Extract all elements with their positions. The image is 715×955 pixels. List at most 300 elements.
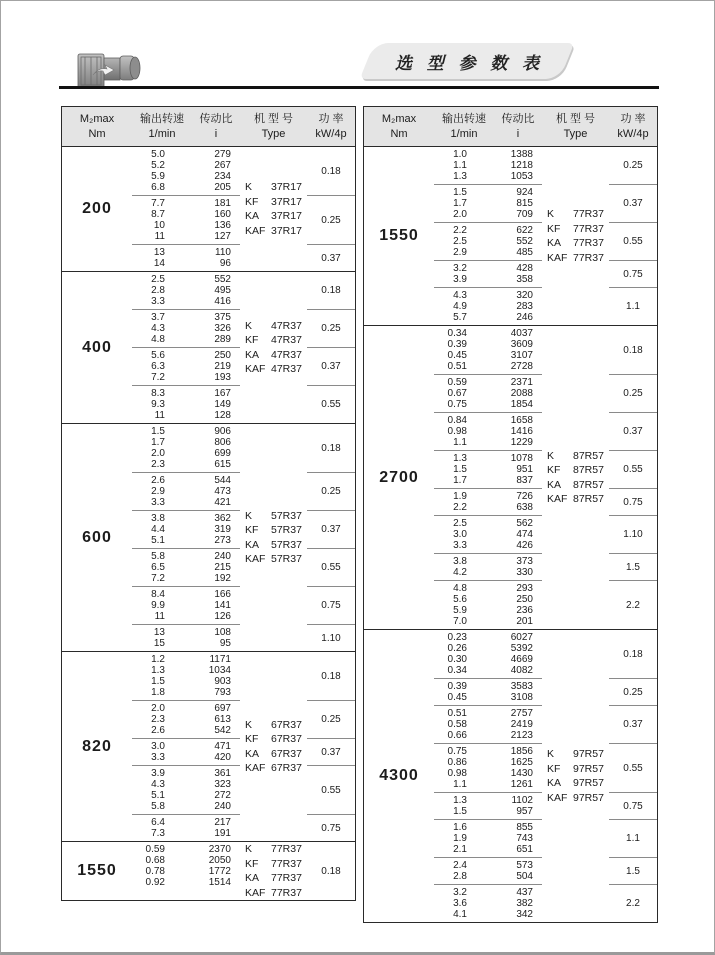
ratio-list bbox=[494, 746, 542, 790]
speed-value: 5.9 bbox=[151, 171, 165, 182]
ratio-list bbox=[494, 795, 542, 817]
ratio-value: 1430 bbox=[510, 768, 533, 779]
speed-list bbox=[434, 415, 494, 448]
ratio-list bbox=[192, 149, 240, 193]
header-label: M₂max bbox=[381, 113, 417, 125]
header-col-4 bbox=[307, 112, 355, 142]
ratio-value: 1218 bbox=[510, 160, 533, 171]
ratio-list bbox=[192, 844, 240, 898]
ratio-value: 149 bbox=[214, 399, 231, 410]
speed-list bbox=[132, 274, 192, 307]
ratio-value: 240 bbox=[214, 801, 231, 812]
ratio-list bbox=[494, 583, 542, 627]
speed-value: 0.39 bbox=[447, 339, 467, 350]
type-model: 77R37 bbox=[271, 872, 302, 884]
speed-ratio-group bbox=[434, 793, 542, 820]
type-designation bbox=[245, 552, 307, 567]
header-unit: kW/4p bbox=[617, 128, 649, 140]
type-designation bbox=[547, 478, 609, 493]
type-model: 77R37 bbox=[573, 237, 604, 249]
m2max-value: 820 bbox=[82, 737, 112, 755]
speed-list bbox=[434, 453, 494, 486]
speed-ratio-group bbox=[434, 858, 542, 885]
speed-value: 13 bbox=[153, 247, 165, 258]
speed-value: 0.78 bbox=[145, 866, 165, 877]
power-value: 1.1 bbox=[609, 820, 657, 858]
header-col-3 bbox=[240, 112, 307, 142]
speed-ratio-group bbox=[132, 386, 240, 423]
ratio-value: 471 bbox=[214, 741, 231, 752]
type-designation bbox=[547, 449, 609, 464]
speed-value: 2.3 bbox=[151, 714, 165, 725]
speed-value: 2.0 bbox=[453, 209, 467, 220]
ratio-list bbox=[192, 768, 240, 812]
header-unit: i bbox=[214, 128, 218, 140]
speed-list bbox=[434, 263, 494, 285]
speed-value: 4.2 bbox=[453, 567, 467, 578]
type-model: 77R37 bbox=[271, 857, 302, 870]
power-value: 0.55 bbox=[609, 451, 657, 489]
type-model: 37R17 bbox=[271, 195, 302, 208]
power-value: 0.25 bbox=[307, 473, 355, 511]
type-list bbox=[240, 652, 307, 841]
type-prefix: KA bbox=[245, 747, 260, 760]
speed-value: 1.2 bbox=[151, 654, 165, 665]
speed-value: 5.8 bbox=[151, 801, 165, 812]
type-model: 47R37 bbox=[271, 363, 302, 375]
ratio-list bbox=[494, 187, 542, 220]
ratio-value: 426 bbox=[516, 540, 533, 551]
type-prefix: KF bbox=[245, 857, 259, 870]
speed-value: 15 bbox=[153, 638, 165, 649]
speed-value: 1.3 bbox=[453, 453, 467, 464]
ratio-list bbox=[192, 426, 240, 470]
header-label: M₂max bbox=[79, 113, 115, 125]
ratio-list bbox=[192, 741, 240, 763]
header-unit: Type bbox=[563, 128, 588, 140]
type-prefix: KF bbox=[245, 733, 259, 745]
ratio-list bbox=[494, 887, 542, 920]
header-col-0 bbox=[364, 112, 434, 142]
speed-ratio-group bbox=[434, 581, 542, 629]
header-unit: Nm bbox=[390, 128, 408, 140]
power-value: 1.5 bbox=[609, 554, 657, 581]
ratio-value: 273 bbox=[214, 535, 231, 546]
ratio-value: 437 bbox=[516, 887, 533, 898]
speed-value: 4.3 bbox=[151, 779, 165, 790]
speed-value: 4.4 bbox=[151, 524, 165, 535]
speed-value: 1.9 bbox=[453, 491, 467, 502]
ratio-list bbox=[494, 556, 542, 578]
ratio-value: 906 bbox=[214, 426, 231, 437]
type-model: 87R57 bbox=[573, 464, 604, 476]
speed-value: 3.9 bbox=[151, 768, 165, 779]
header-unit: i bbox=[516, 128, 520, 140]
ratio-value: 2371 bbox=[510, 377, 533, 388]
type-model: 57R37 bbox=[271, 553, 302, 565]
type-designation bbox=[245, 842, 307, 857]
speed-value: 0.30 bbox=[447, 654, 467, 665]
speed-value: 0.23 bbox=[447, 632, 467, 643]
speed-value: 4.3 bbox=[453, 290, 467, 301]
speed-value: 3.0 bbox=[151, 741, 165, 752]
type-prefix: KA bbox=[245, 538, 260, 551]
type-prefix: KAF bbox=[547, 791, 568, 804]
ratio-value: 2757 bbox=[510, 708, 533, 719]
ratio-value: 127 bbox=[214, 231, 231, 242]
type-prefix: KA bbox=[547, 478, 562, 491]
speed-list bbox=[132, 513, 192, 546]
type-designation bbox=[245, 732, 307, 747]
speed-list bbox=[132, 703, 192, 736]
ratio-value: 128 bbox=[214, 410, 231, 421]
header-unit: 1/min bbox=[450, 128, 478, 140]
type-prefix: K bbox=[245, 718, 253, 731]
speed-list bbox=[434, 377, 494, 410]
m2max-value: 4300 bbox=[379, 767, 419, 784]
header-label: 输出转速 bbox=[442, 113, 486, 125]
page-title: 选 型 参 数 表 bbox=[395, 53, 544, 73]
speed-value: 11 bbox=[154, 611, 165, 622]
ratio-value: 1856 bbox=[510, 746, 533, 757]
ratio-value: 837 bbox=[516, 475, 533, 486]
ratio-value: 1229 bbox=[510, 437, 533, 448]
m2max-value: 600 bbox=[82, 528, 112, 546]
ratio-value: 1171 bbox=[209, 654, 231, 665]
ratio-list bbox=[494, 632, 542, 676]
speed-ratio-group bbox=[132, 842, 240, 900]
type-model: 87R57 bbox=[573, 493, 604, 505]
speed-ratio-group bbox=[434, 451, 542, 489]
power-value: 0.37 bbox=[609, 185, 657, 223]
type-designation bbox=[547, 222, 609, 237]
speed-value: 0.59 bbox=[447, 377, 467, 388]
ratio-list bbox=[494, 225, 542, 258]
speed-value: 1.9 bbox=[453, 833, 467, 844]
m2max-value: 2700 bbox=[379, 468, 419, 486]
speed-value: 0.75 bbox=[447, 399, 467, 410]
type-model: 57R37 bbox=[271, 538, 302, 551]
ratio-list bbox=[192, 589, 240, 622]
speed-value: 3.3 bbox=[453, 540, 467, 551]
type-prefix: K bbox=[245, 319, 253, 332]
ratio-value: 743 bbox=[516, 833, 533, 844]
type-list bbox=[542, 630, 609, 922]
power-value: 0.55 bbox=[609, 223, 657, 261]
selection-table-left bbox=[61, 106, 356, 901]
type-model: 77R37 bbox=[271, 843, 302, 855]
header-label: 功 率 bbox=[318, 113, 344, 125]
speed-ratio-group bbox=[434, 223, 542, 261]
ratio-value: 421 bbox=[214, 497, 231, 508]
speed-value: 2.1 bbox=[453, 844, 467, 855]
ratio-value: 320 bbox=[516, 290, 533, 301]
power-value: 0.25 bbox=[609, 375, 657, 413]
speed-value: 1.8 bbox=[151, 687, 165, 698]
ratio-list bbox=[192, 551, 240, 584]
speed-value: 4.9 bbox=[453, 301, 467, 312]
ratio-value: 1102 bbox=[511, 795, 533, 806]
ratio-value: 342 bbox=[516, 909, 533, 920]
ratio-value: 323 bbox=[214, 779, 231, 790]
speed-value: 0.34 bbox=[447, 665, 467, 676]
type-prefix: KA bbox=[547, 777, 562, 789]
speed-list bbox=[132, 247, 192, 269]
power-value: 1.10 bbox=[609, 516, 657, 554]
ratio-value: 181 bbox=[214, 198, 231, 209]
type-prefix: K bbox=[245, 843, 253, 855]
ratio-value: 205 bbox=[214, 182, 231, 193]
type-model: 37R17 bbox=[271, 181, 302, 193]
type-prefix: KF bbox=[245, 524, 259, 536]
speed-value: 3.3 bbox=[151, 296, 165, 307]
type-designation bbox=[245, 195, 307, 210]
ratio-value: 1388 bbox=[510, 149, 533, 160]
speed-value: 5.2 bbox=[151, 160, 165, 171]
ratio-list bbox=[192, 247, 240, 269]
speed-value: 2.5 bbox=[453, 236, 467, 247]
speed-value: 1.7 bbox=[453, 475, 467, 486]
power-value: 1.10 bbox=[321, 632, 341, 644]
ratio-value: 2123 bbox=[510, 730, 533, 741]
speed-ratio-group bbox=[434, 375, 542, 413]
type-designation bbox=[245, 180, 307, 195]
ratio-value: 709 bbox=[516, 209, 533, 220]
ratio-value: 319 bbox=[214, 524, 231, 535]
type-model: 97R57 bbox=[573, 791, 604, 804]
speed-ratio-group bbox=[132, 549, 240, 587]
type-prefix: K bbox=[547, 208, 555, 220]
power-value: 0.75 bbox=[609, 261, 657, 288]
speed-list bbox=[434, 681, 494, 703]
ratio-value: 651 bbox=[516, 844, 533, 855]
speed-value: 5.1 bbox=[151, 790, 165, 801]
type-designation bbox=[547, 747, 609, 762]
ratio-value: 375 bbox=[214, 312, 231, 323]
header-label: 传动比 bbox=[199, 113, 233, 125]
speed-value: 0.67 bbox=[447, 388, 467, 399]
speed-value: 1.7 bbox=[453, 198, 467, 209]
ratio-value: 126 bbox=[214, 611, 231, 622]
speed-value: 3.6 bbox=[453, 898, 467, 909]
ratio-value: 2419 bbox=[510, 719, 533, 730]
power-value: 0.37 bbox=[307, 511, 355, 549]
speed-value: 8.3 bbox=[151, 388, 165, 399]
ratio-value: 1261 bbox=[510, 779, 533, 790]
speed-value: 3.2 bbox=[453, 263, 467, 274]
speed-value: 3.8 bbox=[453, 556, 467, 567]
speed-value: 2.2 bbox=[453, 225, 467, 236]
power-value: 0.75 bbox=[307, 587, 355, 625]
speed-ratio-group bbox=[434, 630, 542, 679]
power-value: 0.18 bbox=[307, 272, 355, 310]
speed-list bbox=[434, 290, 494, 323]
power-value: 0.55 bbox=[609, 744, 657, 793]
speed-list bbox=[132, 844, 192, 898]
power-value: 2.2 bbox=[626, 599, 640, 611]
type-designation bbox=[547, 762, 609, 777]
ratio-value: 192 bbox=[214, 573, 231, 584]
speed-ratio-group bbox=[132, 424, 240, 473]
type-prefix: K bbox=[547, 449, 555, 462]
header-col-1 bbox=[132, 112, 192, 142]
speed-value: 3.7 bbox=[151, 312, 165, 323]
ratio-value: 382 bbox=[516, 898, 533, 909]
ratio-value: 2370 bbox=[208, 844, 231, 855]
speed-value: 3.8 bbox=[151, 513, 165, 524]
type-prefix: K bbox=[245, 509, 253, 522]
ratio-value: 250 bbox=[516, 594, 533, 605]
header-col-2 bbox=[494, 112, 542, 142]
speed-ratio-group bbox=[434, 516, 542, 554]
power-value: 0.75 bbox=[609, 489, 657, 516]
ratio-value: 504 bbox=[516, 871, 533, 882]
speed-value: 2.6 bbox=[151, 475, 165, 486]
type-designation bbox=[547, 207, 609, 222]
speed-value: 1.1 bbox=[453, 437, 467, 448]
speed-ratio-group bbox=[434, 185, 542, 223]
m2max-section-right-4300 bbox=[364, 630, 657, 922]
type-prefix: KAF bbox=[245, 363, 266, 375]
ratio-value: 428 bbox=[516, 263, 533, 274]
type-model: 67R37 bbox=[271, 747, 302, 760]
speed-value: 2.6 bbox=[151, 725, 165, 736]
title-banner bbox=[367, 43, 567, 79]
ratio-value: 6027 bbox=[510, 632, 533, 643]
ratio-list bbox=[494, 263, 542, 285]
speed-value: 13 bbox=[153, 627, 165, 638]
speed-ratio-group bbox=[434, 261, 542, 288]
header-label: 机 型 号 bbox=[555, 113, 596, 125]
type-designation bbox=[245, 209, 307, 224]
speed-value: 7.0 bbox=[453, 616, 467, 627]
speed-list bbox=[434, 795, 494, 817]
speed-value: 14 bbox=[153, 258, 165, 269]
speed-ratio-group bbox=[434, 326, 542, 375]
type-designation bbox=[245, 319, 307, 334]
type-designation bbox=[547, 492, 609, 507]
speed-ratio-group bbox=[132, 196, 240, 245]
ratio-value: 552 bbox=[214, 274, 231, 285]
speed-value: 5.9 bbox=[453, 605, 467, 616]
m2max-value: 1550 bbox=[379, 227, 419, 244]
speed-list bbox=[132, 768, 192, 812]
ratio-value: 622 bbox=[516, 225, 533, 236]
ratio-list bbox=[494, 328, 542, 372]
speed-value: 0.68 bbox=[145, 855, 165, 866]
type-model: 67R37 bbox=[271, 762, 302, 774]
speed-value: 2.8 bbox=[151, 285, 165, 296]
type-list bbox=[240, 147, 307, 271]
ratio-value: 272 bbox=[214, 790, 231, 801]
ratio-value: 544 bbox=[214, 475, 231, 486]
speed-value: 8.4 bbox=[151, 589, 165, 600]
header-label: 机 型 号 bbox=[253, 113, 294, 125]
speed-value: 1.5 bbox=[453, 806, 467, 817]
speed-value: 3.3 bbox=[151, 497, 165, 508]
speed-ratio-group bbox=[434, 554, 542, 581]
ratio-value: 416 bbox=[214, 296, 231, 307]
speed-value: 6.8 bbox=[151, 182, 165, 193]
speed-value: 1.0 bbox=[453, 149, 467, 160]
type-prefix: KF bbox=[245, 195, 259, 208]
type-prefix: K bbox=[245, 181, 253, 193]
ratio-list bbox=[494, 822, 542, 855]
ratio-value: 219 bbox=[214, 361, 231, 372]
speed-value: 9.3 bbox=[151, 399, 165, 410]
type-designation bbox=[245, 333, 307, 348]
speed-value: 1.5 bbox=[151, 676, 165, 687]
ratio-value: 136 bbox=[214, 220, 231, 231]
ratio-list bbox=[192, 198, 240, 242]
header-unit: 1/min bbox=[148, 128, 176, 140]
ratio-value: 1514 bbox=[208, 877, 231, 888]
type-list bbox=[542, 326, 609, 629]
ratio-list bbox=[192, 312, 240, 345]
speed-value: 7.3 bbox=[151, 828, 165, 839]
ratio-value: 552 bbox=[516, 236, 533, 247]
power-value: 0.37 bbox=[307, 348, 355, 386]
type-model: 47R37 bbox=[271, 348, 302, 361]
speed-ratio-group bbox=[132, 473, 240, 511]
ratio-value: 234 bbox=[214, 171, 231, 182]
power-value: 0.37 bbox=[321, 252, 341, 264]
power-value: 0.25 bbox=[307, 701, 355, 739]
type-model: 97R57 bbox=[573, 762, 604, 775]
ratio-value: 283 bbox=[516, 301, 533, 312]
speed-value: 11 bbox=[154, 231, 165, 242]
power-value: 0.55 bbox=[321, 399, 341, 410]
header-label: 输出转速 bbox=[140, 113, 184, 125]
speed-list bbox=[434, 746, 494, 790]
type-designation bbox=[547, 236, 609, 251]
speed-ratio-group bbox=[434, 288, 542, 325]
ratio-value: 697 bbox=[214, 703, 231, 714]
ratio-value: 699 bbox=[214, 448, 231, 459]
speed-value: 2.4 bbox=[453, 860, 467, 871]
speed-value: 2.0 bbox=[151, 448, 165, 459]
ratio-value: 726 bbox=[516, 491, 533, 502]
m2max-value: 400 bbox=[82, 338, 112, 356]
header-unit: kW/4p bbox=[315, 128, 347, 140]
ratio-value: 806 bbox=[214, 437, 231, 448]
speed-list bbox=[434, 149, 494, 182]
speed-value: 5.1 bbox=[151, 535, 165, 546]
power-value: 0.37 bbox=[307, 739, 355, 766]
type-list bbox=[240, 272, 307, 423]
ratio-value: 573 bbox=[516, 860, 533, 871]
header-unit: Type bbox=[261, 128, 286, 140]
speed-value: 2.8 bbox=[453, 871, 467, 882]
speed-value: 7.2 bbox=[151, 573, 165, 584]
ratio-value: 420 bbox=[214, 752, 231, 763]
type-designation bbox=[547, 791, 609, 806]
type-list bbox=[542, 147, 609, 325]
ratio-value: 330 bbox=[516, 567, 533, 578]
speed-value: 0.75 bbox=[447, 746, 467, 757]
type-prefix: KAF bbox=[547, 251, 568, 264]
ratio-value: 4082 bbox=[510, 665, 533, 676]
table-header-row bbox=[364, 107, 657, 147]
type-designation bbox=[245, 538, 307, 553]
speed-list bbox=[132, 741, 192, 763]
ratio-value: 855 bbox=[516, 822, 533, 833]
type-prefix: KAF bbox=[547, 493, 568, 505]
power-value: 0.37 bbox=[609, 706, 657, 744]
speed-value: 2.3 bbox=[151, 459, 165, 470]
ratio-value: 191 bbox=[214, 828, 231, 839]
speed-ratio-group bbox=[132, 701, 240, 739]
